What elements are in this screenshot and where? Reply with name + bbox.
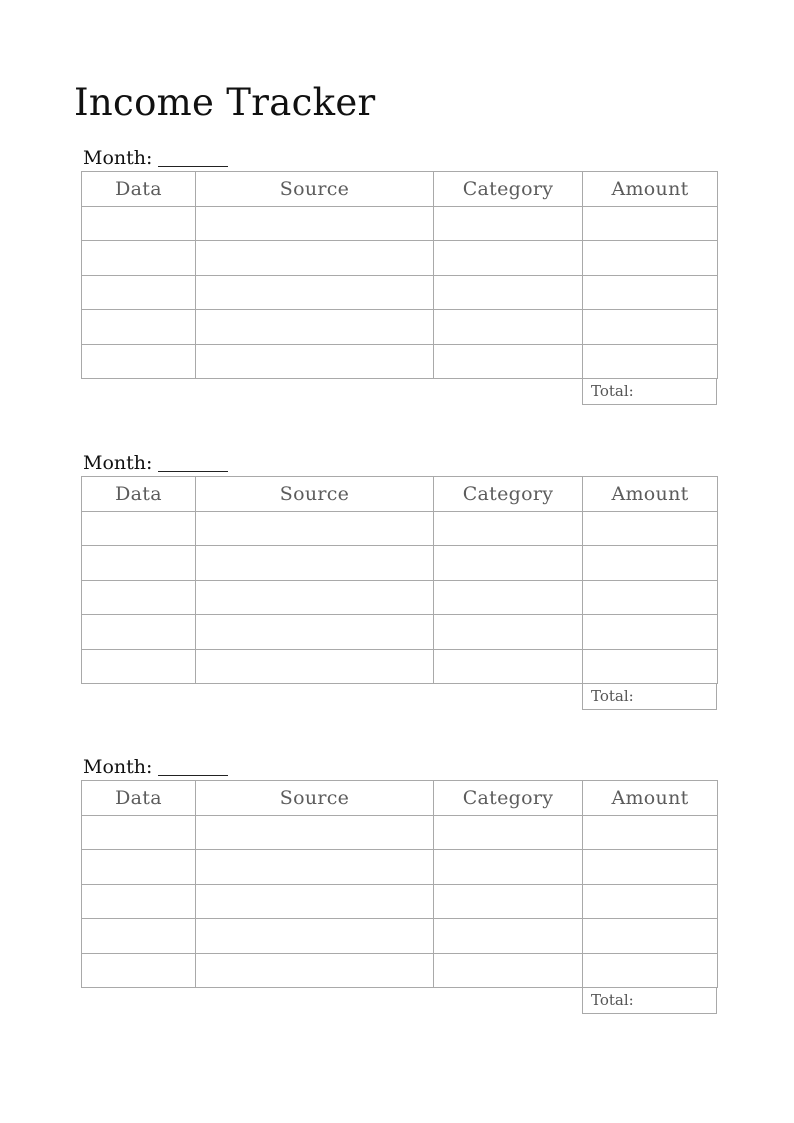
table-row: [82, 615, 718, 650]
total-label: Total:: [591, 382, 634, 400]
source-cell[interactable]: [196, 850, 434, 885]
category-cell[interactable]: [434, 850, 583, 885]
total-cell[interactable]: [582, 684, 717, 710]
month-field: [83, 144, 228, 172]
month-field: [83, 449, 228, 477]
column-header-category: Category: [434, 477, 583, 512]
column-header-data: Data: [82, 477, 196, 512]
source-cell[interactable]: [196, 953, 434, 988]
column-header-category: Category: [434, 781, 583, 816]
month-label: Month:: [83, 452, 153, 474]
category-cell[interactable]: [434, 546, 583, 581]
table-row: [82, 511, 718, 546]
column-header-amount: Amount: [583, 172, 718, 207]
data-cell[interactable]: [82, 884, 196, 919]
amount-cell[interactable]: [583, 206, 718, 241]
total-label: Total:: [591, 991, 634, 1009]
source-cell[interactable]: [196, 241, 434, 276]
table-row: [82, 275, 718, 310]
amount-cell[interactable]: [583, 511, 718, 546]
amount-cell[interactable]: [583, 615, 718, 650]
source-cell[interactable]: [196, 344, 434, 379]
category-cell[interactable]: [434, 275, 583, 310]
category-cell[interactable]: [434, 615, 583, 650]
data-cell[interactable]: [82, 206, 196, 241]
month-label: Month:: [83, 147, 153, 169]
source-cell[interactable]: [196, 580, 434, 615]
category-cell[interactable]: [434, 310, 583, 345]
table-header-row: [82, 781, 718, 816]
amount-cell[interactable]: [583, 649, 718, 684]
category-cell[interactable]: [434, 511, 583, 546]
category-cell[interactable]: [434, 815, 583, 850]
total-cell[interactable]: [582, 988, 717, 1014]
amount-cell[interactable]: [583, 815, 718, 850]
table-row: [82, 649, 718, 684]
income-table: [81, 780, 718, 988]
amount-cell[interactable]: [583, 275, 718, 310]
data-cell[interactable]: [82, 344, 196, 379]
source-cell[interactable]: [196, 615, 434, 650]
table-row: [82, 546, 718, 581]
category-cell[interactable]: [434, 580, 583, 615]
total-cell[interactable]: [582, 379, 717, 405]
column-header-amount: Amount: [583, 781, 718, 816]
source-cell[interactable]: [196, 884, 434, 919]
column-header-data: Data: [82, 172, 196, 207]
source-cell[interactable]: [196, 546, 434, 581]
table-row: [82, 953, 718, 988]
amount-cell[interactable]: [583, 850, 718, 885]
data-cell[interactable]: [82, 310, 196, 345]
amount-cell[interactable]: [583, 580, 718, 615]
source-cell[interactable]: [196, 815, 434, 850]
source-cell[interactable]: [196, 649, 434, 684]
table-row: [82, 241, 718, 276]
data-cell[interactable]: [82, 919, 196, 954]
amount-cell[interactable]: [583, 546, 718, 581]
column-header-amount: Amount: [583, 477, 718, 512]
source-cell[interactable]: [196, 310, 434, 345]
data-cell[interactable]: [82, 815, 196, 850]
column-header-source: Source: [196, 477, 434, 512]
table-row: [82, 206, 718, 241]
category-cell[interactable]: [434, 241, 583, 276]
source-cell[interactable]: [196, 511, 434, 546]
month-input-line[interactable]: [158, 755, 228, 776]
amount-cell[interactable]: [583, 919, 718, 954]
table-header-row: [82, 477, 718, 512]
data-cell[interactable]: [82, 241, 196, 276]
category-cell[interactable]: [434, 884, 583, 919]
table-header-row: [82, 172, 718, 207]
data-cell[interactable]: [82, 850, 196, 885]
table-row: [82, 919, 718, 954]
source-cell[interactable]: [196, 919, 434, 954]
category-cell[interactable]: [434, 953, 583, 988]
column-header-source: Source: [196, 172, 434, 207]
amount-cell[interactable]: [583, 310, 718, 345]
column-header-data: Data: [82, 781, 196, 816]
table-row: [82, 850, 718, 885]
data-cell[interactable]: [82, 580, 196, 615]
source-cell[interactable]: [196, 275, 434, 310]
amount-cell[interactable]: [583, 884, 718, 919]
amount-cell[interactable]: [583, 344, 718, 379]
data-cell[interactable]: [82, 649, 196, 684]
total-label: Total:: [591, 687, 634, 705]
category-cell[interactable]: [434, 649, 583, 684]
table-row: [82, 884, 718, 919]
amount-cell[interactable]: [583, 241, 718, 276]
data-cell[interactable]: [82, 953, 196, 988]
table-row: [82, 344, 718, 379]
income-table: [81, 476, 718, 684]
table-row: [82, 310, 718, 345]
category-cell[interactable]: [434, 206, 583, 241]
table-row: [82, 815, 718, 850]
source-cell[interactable]: [196, 206, 434, 241]
data-cell[interactable]: [82, 275, 196, 310]
data-cell[interactable]: [82, 546, 196, 581]
category-cell[interactable]: [434, 344, 583, 379]
amount-cell[interactable]: [583, 953, 718, 988]
data-cell[interactable]: [82, 511, 196, 546]
column-header-category: Category: [434, 172, 583, 207]
month-input-line[interactable]: [158, 451, 228, 472]
month-input-line[interactable]: [158, 146, 228, 167]
data-cell[interactable]: [82, 615, 196, 650]
category-cell[interactable]: [434, 919, 583, 954]
month-label: Month:: [83, 756, 153, 778]
table-row: [82, 580, 718, 615]
page-title: Income Tracker: [74, 81, 376, 124]
income-table: [81, 171, 718, 379]
column-header-source: Source: [196, 781, 434, 816]
month-field: [83, 753, 228, 781]
